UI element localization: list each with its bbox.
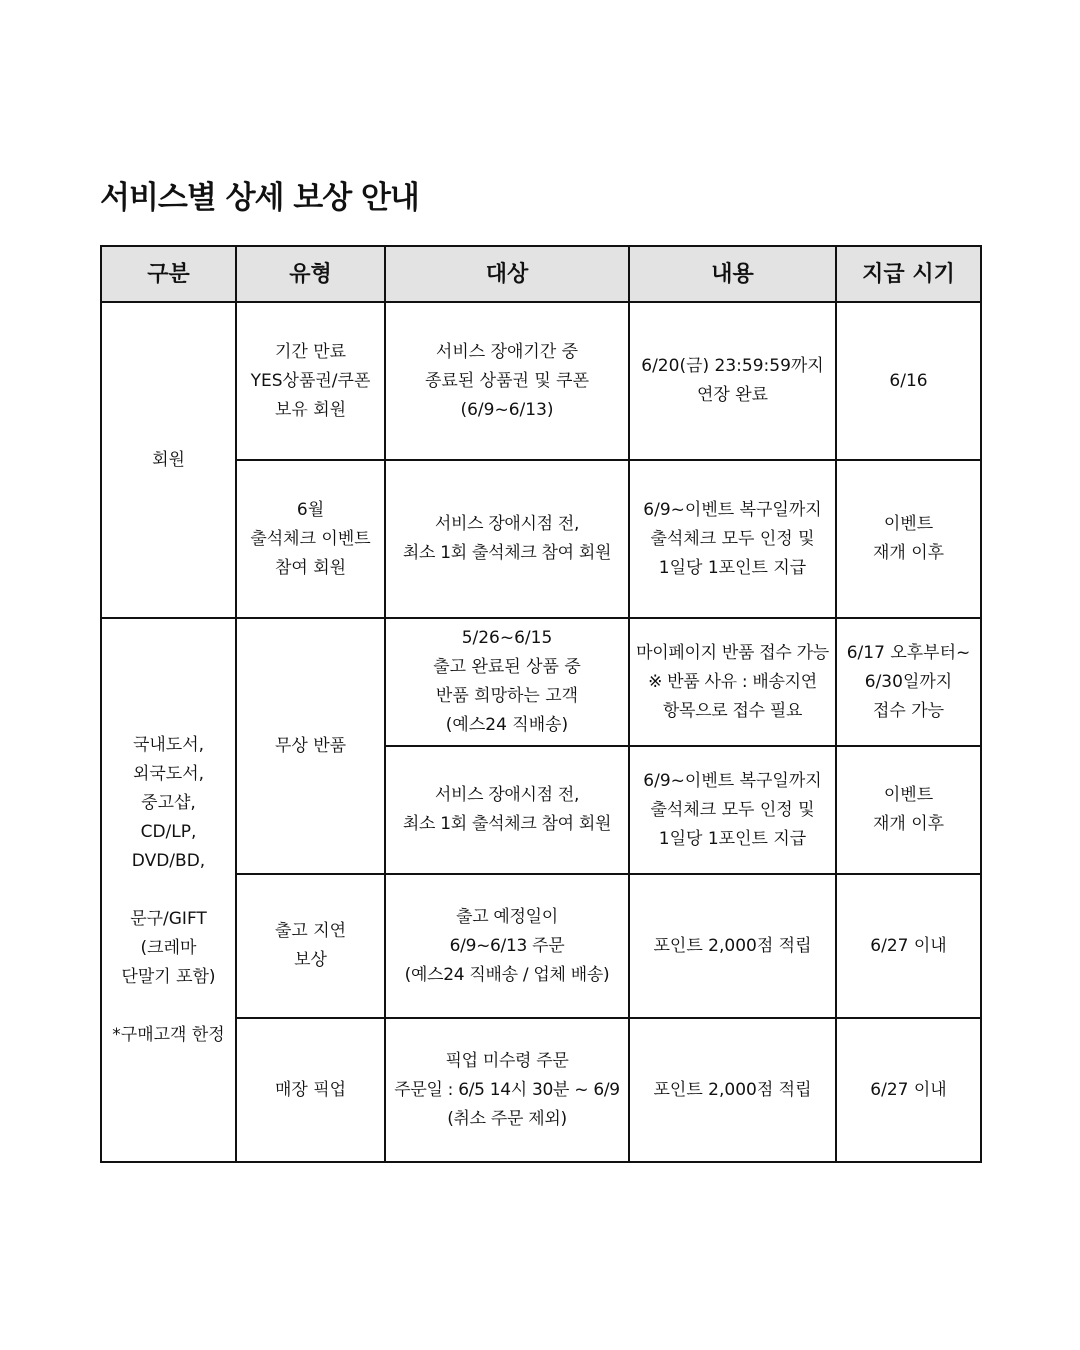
header-type: 유형 (236, 246, 385, 302)
type-cell: 출고 지연 보상 (236, 874, 385, 1018)
table-row (101, 618, 981, 746)
content-cell: 포인트 2,000점 적립 (629, 1018, 836, 1162)
header-target: 대상 (385, 246, 629, 302)
content-cell: 6/20(금) 23:59:59까지 연장 완료 (629, 302, 836, 460)
target-cell: 서비스 장애시점 전, 최소 1회 출석체크 참여 회원 (385, 746, 629, 874)
content-cell: 6/9~이벤트 복구일까지 출석체크 모두 인정 및 1일당 1포인트 지급 (629, 460, 836, 618)
table-header-row (101, 246, 981, 302)
category-cell: 회원 (101, 302, 236, 618)
table-row (101, 302, 981, 460)
content-cell: 포인트 2,000점 적립 (629, 874, 836, 1018)
timing-cell: 6/27 이내 (836, 1018, 981, 1162)
timing-cell: 이벤트 재개 이후 (836, 460, 981, 618)
type-cell: 기간 만료 YES상품권/쿠폰 보유 회원 (236, 302, 385, 460)
timing-cell: 6/16 (836, 302, 981, 460)
content-cell: 6/9~이벤트 복구일까지 출석체크 모두 인정 및 1일당 1포인트 지급 (629, 746, 836, 874)
target-cell: 서비스 장애기간 중 종료된 상품권 및 쿠폰 (6/9~6/13) (385, 302, 629, 460)
timing-cell: 이벤트 재개 이후 (836, 746, 981, 874)
target-cell: 서비스 장애시점 전, 최소 1회 출석체크 참여 회원 (385, 460, 629, 618)
target-cell: 5/26~6/15 출고 완료된 상품 중 반품 희망하는 고객 (예스24 직배송) (385, 618, 629, 746)
target-cell: 출고 예정일이 6/9~6/13 주문 (예스24 직배송 / 업체 배송) (385, 874, 629, 1018)
type-cell: 매장 픽업 (236, 1018, 385, 1162)
type-cell: 6월 출석체크 이벤트 참여 회원 (236, 460, 385, 618)
category-cell: 국내도서, 외국도서, 중고샵, CD/LP, DVD/BD, 문구/GIFT (크레마 단말기 포함) *구매고객 한정 (101, 618, 236, 1162)
header-timing: 지급 시기 (836, 246, 981, 302)
type-cell: 무상 반품 (236, 618, 385, 874)
header-category: 구분 (101, 246, 236, 302)
page-title: 서비스별 상세 보상 안내 (100, 180, 419, 216)
reward-table (100, 245, 982, 1163)
content-cell: 마이페이지 반품 접수 가능 ※ 반품 사유 : 배송지연 항목으로 접수 필요 (629, 618, 836, 746)
target-cell: 픽업 미수령 주문 주문일 : 6/5 14시 30분 ~ 6/9 (취소 주문 제외) (385, 1018, 629, 1162)
timing-cell: 6/17 오후부터~ 6/30일까지 접수 가능 (836, 618, 981, 746)
header-content: 내용 (629, 246, 836, 302)
timing-cell: 6/27 이내 (836, 874, 981, 1018)
